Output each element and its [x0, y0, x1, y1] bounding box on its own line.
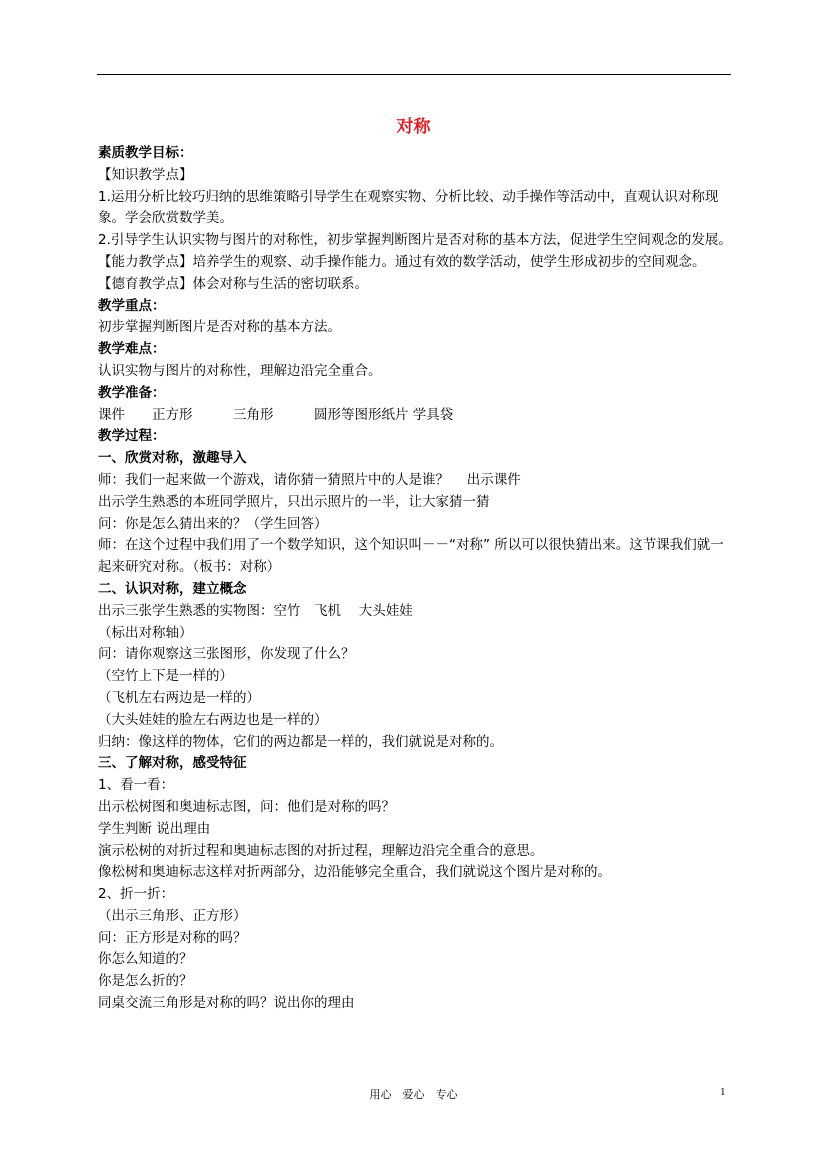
body-line: （空竹上下是一样的）	[98, 668, 233, 685]
body-line: 像松树和奥迪标志这样对折两部分，边沿能够完全重合，我们就说这个图片是对称的。	[98, 864, 611, 881]
section-heading: 教学重点：	[98, 297, 166, 314]
body-line: （出示三角形、正方形）	[98, 907, 247, 924]
body-line: 问：请你观察这三张图形，你发现了什么？	[98, 646, 355, 663]
body-line: 问：你是怎么猜出来的？（学生回答）	[98, 515, 328, 532]
body-line: 同桌交流三角形是对称的吗？说出你的理由	[98, 995, 355, 1012]
page-footer: 用心 爱心 专心	[369, 1088, 458, 1101]
page-number: 1	[720, 1086, 726, 1098]
body-line: 1、看一看：	[98, 777, 175, 794]
body-line: 【能力教学点】培养学生的观察、动手操作能力。通过有效的数学活动，使学生形成初步的空间观念。	[98, 253, 706, 270]
section-heading: 一、欣赏对称，激趣导入	[98, 450, 247, 467]
body-line: 1.运用分析比较巧归纳的思维策略引导学生在观察实物、分析比较、动手操作等活动中，直观认识对称现象。学会欣赏数学美。	[98, 188, 719, 227]
section-heading: 教学难点：	[98, 341, 166, 358]
body-line: 你是怎么折的？	[98, 973, 193, 990]
body-line: 【德育教学点】体会对称与生活的密切联系。	[98, 275, 368, 292]
document-body	[98, 143, 734, 1015]
body-line: 初步掌握判断图片是否对称的基本方法。	[98, 319, 341, 336]
body-line: 出示学生熟悉的本班同学照片，只出示照片的一半，让大家猜一猜	[98, 493, 490, 510]
body-line: 课件 正方形 三角形 圆形等图形纸片 学具袋	[98, 406, 454, 423]
section-heading: 二、认识对称，建立概念	[98, 580, 247, 597]
body-line: 师：在这个过程中我们用了一个数学知识，这个知识叫－－“对称” 所以可以很快猜出来。这节课我们就一起来研究对称。（板书：对称）	[98, 537, 724, 576]
body-line: 你怎么知道的？	[98, 951, 193, 968]
body-line: （飞机左右两边是一样的）	[98, 689, 260, 706]
body-line: 问：正方形是对称的吗？	[98, 929, 247, 946]
body-line: 出示三张学生熟悉的实物图：空竹 飞机 大头娃娃	[98, 602, 413, 619]
section-heading: 教学过程：	[98, 428, 166, 445]
body-line: 2、折一折：	[98, 886, 175, 903]
section-heading: 素质教学目标：	[98, 145, 193, 161]
header-rule	[97, 74, 731, 75]
body-line: 出示松树图和奥迪标志图，问：他们是对称的吗？	[98, 798, 395, 815]
document-title: 对称	[396, 117, 431, 137]
body-line: 师：我们一起来做一个游戏，请你猜一猜照片中的人是谁？ 出示课件	[98, 471, 521, 488]
body-line: 演示松树的对折过程和奥迪标志图的对折过程，理解边沿完全重合的意思。	[98, 842, 544, 859]
body-line: 认识实物与图片的对称性，理解边沿完全重合。	[98, 362, 382, 379]
body-line: 【知识教学点】	[98, 166, 193, 183]
body-line: 2.引导学生认识实物与图片的对称性，初步掌握判断图片是否对称的基本方法，促进学生空间观念的发展。	[98, 232, 732, 249]
body-line: 学生判断 说出理由	[98, 820, 211, 837]
section-heading: 教学准备：	[98, 384, 166, 401]
body-line: （大头娃娃的脸左右两边也是一样的）	[98, 711, 328, 728]
body-line: 归纳：像这样的物体，它们的两边都是一样的，我们就说是对称的。	[98, 733, 503, 750]
section-heading: 三、了解对称，感受特征	[98, 755, 247, 772]
body-line: （标出对称轴）	[98, 624, 193, 641]
